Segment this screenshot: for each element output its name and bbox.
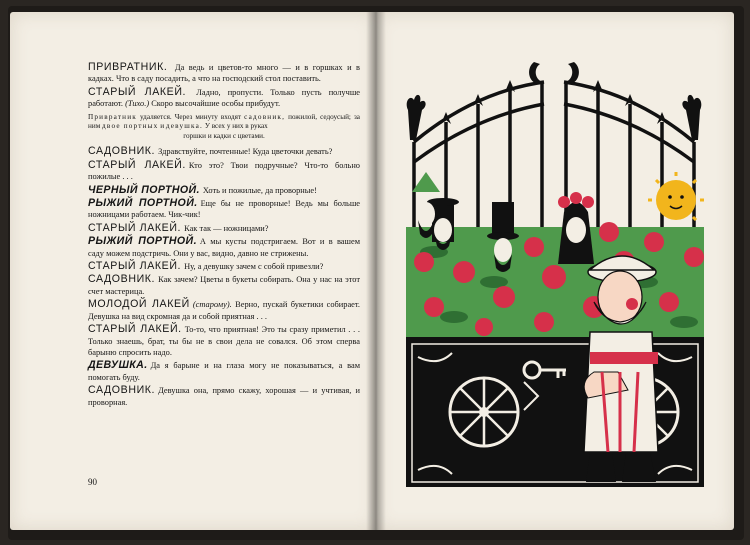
speaker-name: ЧЕРНЫЙ ПОРТНОЙ. [88, 183, 200, 196]
speaker-name: СТАРЫЙ ЛАКЕЙ. [88, 221, 182, 234]
gate-lower [406, 337, 704, 487]
stage-text: пожилой, седоусый; за ним [88, 112, 360, 131]
speaker-name: СТАРЫЙ ЛАКЕЙ. [88, 260, 182, 273]
dialogue-line [88, 223, 360, 234]
line-text: Верно, пускай букетики собирает. Девушка на вид скромная да и собой приятная . . . [88, 300, 360, 321]
speaker-name: САДОВНИК. [88, 384, 156, 397]
dialogue-line [88, 274, 360, 297]
dialogue-line [88, 360, 360, 383]
dialogue-line [88, 160, 360, 183]
stage-term: садовник, [244, 112, 286, 121]
garden-gate-illustration [394, 52, 716, 507]
line-text: Девушка она, прямо скажу, хорошая — и учтивая, и проворная. [88, 386, 360, 407]
spear-tips [407, 62, 702, 140]
dialogue-line [88, 198, 360, 221]
play-text [88, 62, 360, 410]
dialogue-line [88, 236, 360, 259]
stage-term: двое портных [102, 122, 159, 131]
speaker-name: РЫЖИЙ ПОРТНОЙ. [88, 235, 197, 248]
dialogue-line [88, 299, 360, 322]
speaker-name: МОЛОДОЙ ЛАКЕЙ [88, 298, 190, 311]
speaker-name: СТАРЫЙ ЛАКЕЙ. [88, 158, 186, 171]
left-page [10, 12, 376, 530]
line-text: Еще бы не проворные! Ведь мы больше ножницами работаем. Чик-чик! [88, 199, 360, 220]
stage-term: девушка. [165, 122, 204, 131]
speaker-name: САДОВНИК. [88, 273, 156, 286]
speaker-name: РЫЖИЙ ПОРТНОЙ. [88, 197, 198, 210]
stage-text: горшки и кадки с цветами. [183, 131, 265, 140]
line-text: Как так — ножницами? [184, 223, 269, 233]
line-text: Как зачем? Цветы в букеты собирать. Она у нас на этот счет мастерица. [88, 275, 360, 296]
line-text: А мы кусты подстригаем. Вот и в вашем саду можем подстричь. Они у вас, видно, давно не стрижены. [88, 237, 360, 258]
dialogue-line [88, 185, 360, 196]
page-number: 90 [88, 477, 97, 487]
speaker-name: САДОВНИК. [88, 145, 156, 158]
stage-aside: (Тихо.) [125, 99, 150, 109]
speaker-name: ДЕВУШКА. [88, 359, 148, 372]
dialogue-block [88, 146, 360, 408]
dialogue-line [88, 62, 360, 85]
speaker-name: ПРИВРАТНИК. [88, 61, 168, 73]
stage-direction [88, 113, 360, 142]
stage-text: удаляется. Через минуту входят [140, 112, 242, 121]
dialogue-line [88, 146, 360, 157]
dialogue-line [88, 261, 360, 272]
dialogue-line [88, 385, 360, 408]
stage-term: Привратник [88, 112, 137, 121]
line-text: Да ведь и цветов-то много — и в горшках и в кадках. Что в саду посадить, а что на господский стол поставить. [88, 63, 361, 84]
line-text: То-то, что приятная! Это ты сразу приметил . . . Только знаешь, брат, ты бы не в свои дела не совался. Об этом сперва барыню спросить надо. [88, 325, 360, 357]
line-text: Да я барыне и на глаза могу не показываться, а вам помогать буду. [88, 361, 360, 382]
stage-aside: (старому). [192, 300, 232, 310]
speaker-name: СТАРЫЙ ЛАКЕЙ. [88, 85, 187, 98]
line-text: Ну, а девушку зачем с собой привезли? [184, 262, 324, 272]
speaker-name: СТАРЫЙ ЛАКЕЙ. [88, 323, 182, 336]
line-text: Ладно, пропусти. Только пусть получше работают. [88, 87, 360, 109]
line-text: Кто это? Твои подручные? Что-то больно пожилые . . . [88, 160, 360, 182]
line-text: Здравствуйте, почтенные! Куда цветочки девать? [158, 147, 333, 157]
girl [558, 192, 594, 264]
right-page [376, 12, 734, 530]
stage-text: и [160, 122, 165, 131]
line-text: Скоро высочайшие особы прибудут. [151, 99, 281, 109]
stage-text: У всех у них в руках [204, 122, 268, 131]
dialogue-line [88, 324, 360, 358]
dialogue-line [88, 87, 360, 110]
line-text: Хоть и пожилые, да проворные! [202, 185, 317, 195]
